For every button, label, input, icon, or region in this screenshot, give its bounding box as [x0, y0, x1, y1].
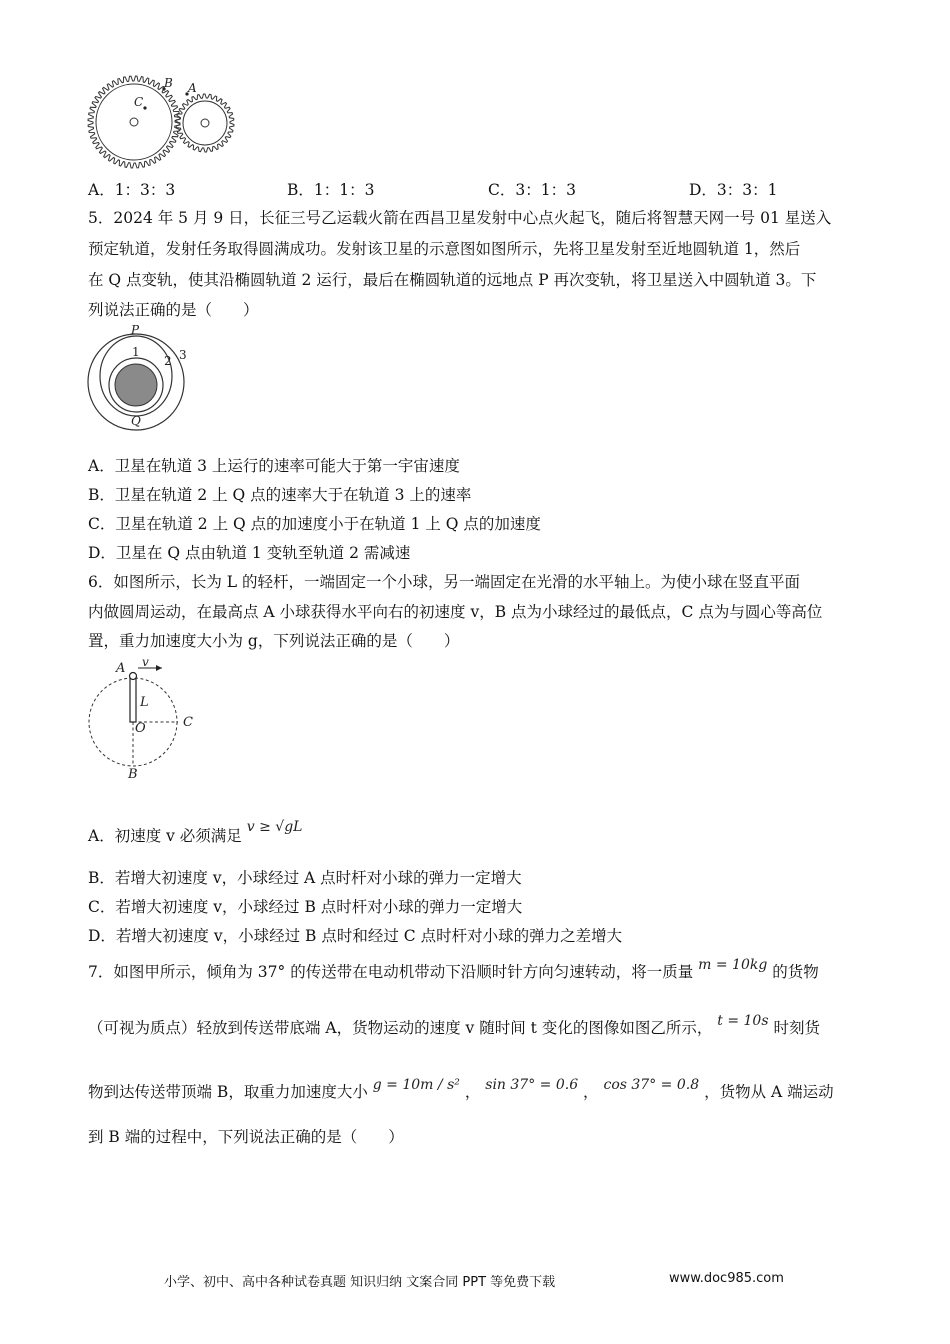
- q5-stem-line-1: 5．2024 年 5 月 9 日，长征三号乙运载火箭在西昌卫星发射中心点火起飞，随后将智慧天网一号 01 星送入: [88, 209, 832, 227]
- footer-url[interactable]: www.doc985.com: [669, 1271, 784, 1286]
- q6-option-d: D．若增大初速度 v，小球经过 B 点时和经过 C 点时杆对小球的弹力之差增大: [88, 927, 623, 945]
- q4-option-b: B．1：1：3: [287, 181, 375, 199]
- q6-option-a-formula: v ≥ √gL: [246, 819, 303, 835]
- q6-stem-line-1: 6．如图所示，长为 L 的轻杆，一端固定一个小球，另一端固定在光滑的水平轴上。为使小球在竖直平面: [88, 573, 801, 591]
- q5-stem-line-4: 列说法正确的是（ ）: [88, 301, 259, 319]
- orbit-label-p: P: [131, 323, 140, 337]
- q5-option-d: D．卫星在 Q 点由轨道 1 变轨至轨道 2 需减速: [88, 544, 411, 562]
- q7-line1-text-a: 7．如图甲所示，倾角为 37° 的传送带在电动机带动下沿顺时针方向匀速转动，将一质量: [88, 963, 694, 981]
- smallGear-rim: [183, 101, 227, 145]
- gear-label-a: A: [188, 81, 197, 95]
- rod-label-b: B: [128, 767, 138, 782]
- q7-time-formula: t = 10s: [717, 1013, 769, 1029]
- q7-line2-text-a: （可视为质点）轻放到传送带底端 A，货物运动的速度 v 随时间 t 变化的图像如图乙所示，: [88, 1019, 713, 1037]
- orbit-figure: [86, 322, 196, 434]
- q5-option-c: C．卫星在轨道 2 上 Q 点的加速度小于在轨道 1 上 Q 点的加速度: [88, 515, 541, 533]
- q7-stem-line-4: 到 B 端的过程中，下列说法正确的是（ ）: [88, 1128, 404, 1146]
- q7-line3-text-a: 物到达传送带顶端 B，取重力加速度大小: [88, 1083, 368, 1101]
- orbit-label-3: 3: [179, 348, 187, 362]
- q7-line3-sep-1: ，: [464, 1083, 481, 1101]
- q6-option-a: [88, 819, 303, 847]
- q5-stem-line-3: 在 Q 点变轨，使其沿椭圆轨道 2 运行，最后在椭圆轨道的远地点 P 再次变轨，将卫星送入中圆轨道 3。下: [88, 271, 817, 289]
- rod-circle-figure: [86, 656, 206, 782]
- q7-stem-line-3: [88, 1077, 834, 1103]
- q6-option-c: C．若增大初速度 v，小球经过 B 点时杆对小球的弹力一定增大: [88, 898, 523, 916]
- q6-option-b: B．若增大初速度 v，小球经过 A 点时杆对小球的弹力一定增大: [88, 869, 522, 887]
- smallGear-teeth: [176, 94, 234, 152]
- gear-label-c: C: [134, 95, 144, 109]
- rod-label-l: L: [140, 695, 149, 710]
- q6-option-a-text: A．初速度 v 必须满足: [88, 827, 242, 845]
- q7-stem-line-2: [88, 1013, 820, 1039]
- rod-label-c: C: [183, 715, 193, 730]
- q7-line3-sep-2: ，: [583, 1083, 599, 1101]
- rod-label-a: A: [116, 661, 126, 676]
- q7-stem-line-1: [88, 957, 819, 983]
- q4-option-d: D．3：3：1: [689, 181, 778, 199]
- rod-label-v: v: [142, 656, 149, 669]
- q7-cos-formula: cos 37° = 0.8: [603, 1077, 700, 1093]
- q7-gravity-formula: g = 10m / s²: [372, 1077, 460, 1093]
- q7-line3-text-b: ，货物从 A 端运动: [704, 1083, 834, 1101]
- q6-stem-line-2: 内做圆周运动，在最高点 A 小球获得水平向右的初速度 v，B 点为小球经过的最低点，C 点为与圆心等高位: [88, 603, 823, 621]
- q7-line1-text-b: 的货物: [772, 963, 819, 981]
- q6-stem-line-3: 置，重力加速度大小为 g，下列说法正确的是（ ）: [88, 632, 460, 650]
- q5-option-b: B．卫星在轨道 2 上 Q 点的速率大于在轨道 3 上的速率: [88, 486, 472, 504]
- orbit-label-1: 1: [132, 345, 140, 359]
- q5-option-a: A．卫星在轨道 3 上运行的速率可能大于第一宇宙速度: [88, 457, 460, 475]
- small-gear: [176, 94, 234, 152]
- q7-mass-formula: m = 10kg: [698, 957, 768, 973]
- rod-label-o: O: [135, 721, 146, 736]
- q4-option-a: A．1：3：3: [88, 181, 176, 199]
- q7-line2-text-b: 时刻货: [773, 1019, 820, 1037]
- footer-text: 小学、初中、高中各种试卷真题 知识归纳 文案合同 PPT 等免费下载: [164, 1275, 556, 1290]
- gear-figure: [84, 72, 244, 172]
- orbit-label-q: Q: [131, 414, 141, 428]
- gear-label-b: B: [164, 76, 173, 90]
- q4-option-c: C．3：1：3: [488, 181, 576, 199]
- orbit-label-2: 2: [164, 354, 172, 368]
- q5-stem-line-2: 预定轨道，发射任务取得圆满成功。发射该卫星的示意图如图所示，先将卫星发射至近地圆轨道 1，然后: [88, 240, 801, 258]
- q7-sin-formula: sin 37° = 0.6: [485, 1077, 579, 1093]
